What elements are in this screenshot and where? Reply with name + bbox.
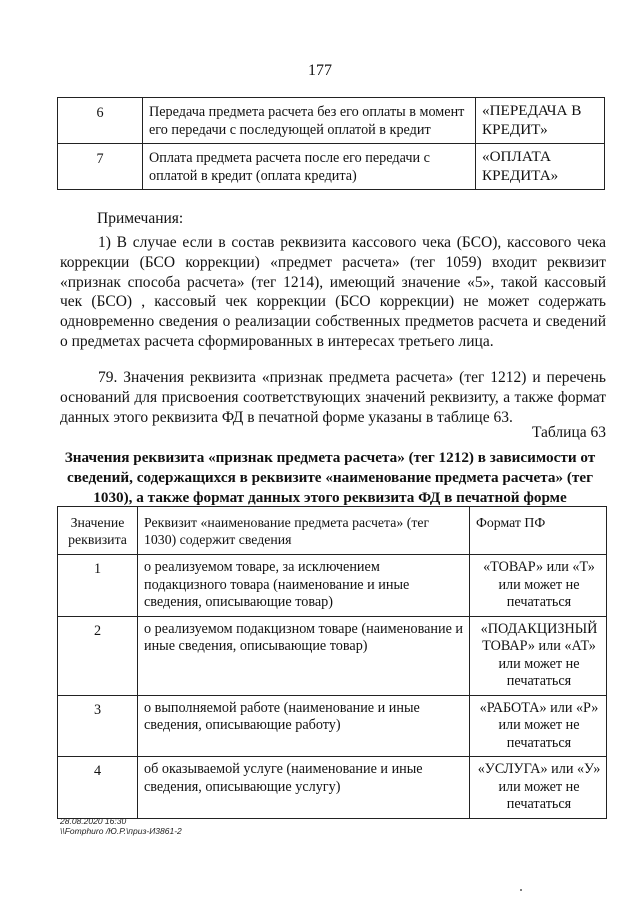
paragraph-79: 79. Значения реквизита «признак предмета расчета» (тег 1212) и перечень оснований для присвоения соответствующих значений реквизиту, а также формат данных этого реквизита ФД в печатной форме указаны в таблице 63. bbox=[60, 369, 606, 426]
table-row bbox=[58, 757, 607, 819]
row-value: 2 bbox=[58, 616, 138, 695]
row-format bbox=[470, 616, 607, 695]
format-main: «РАБОТА» или «Р» bbox=[479, 699, 599, 716]
note-1: 1) В случае если в состав реквизита кассового чека (БСО), кассового чека коррекции (БСО коррекции) «предмет расчета» (тег 1059) входит реквизит «признак способа расчета» (тег 1214), имеющий значение «5», такой кассовый чек (БСО) , кассовый чек коррекции (БСО коррекции) не может содержать одновременно сведения о реализации собственных предметов расчета и сведений о предметах расчета сформированных в интересах третьего лица. bbox=[60, 234, 606, 350]
row-print-value: «ОПЛАТА КРЕДИТА» bbox=[476, 144, 605, 190]
table-row bbox=[58, 616, 607, 695]
row-details: о реализуемом товаре, за исключением подакцизного товара (наименование и иные сведения, описывающие товар) bbox=[138, 555, 470, 617]
row-details: о выполняемой работе (наименование и иные сведения, описывающие работу) bbox=[138, 695, 470, 757]
scan-speck bbox=[520, 889, 522, 891]
row-value: 1 bbox=[58, 555, 138, 617]
format-main: «ПОДАКЦИЗНЫЙ ТОВАР» или «АТ» bbox=[480, 620, 598, 654]
payment-method-table-continued bbox=[57, 97, 605, 190]
document-footer bbox=[60, 816, 182, 836]
footer-timestamp: 28.08.2020 16:30 bbox=[60, 816, 127, 826]
format-note: печататься bbox=[506, 796, 572, 812]
header-value: Значение реквизита bbox=[58, 507, 138, 555]
row-format bbox=[470, 757, 607, 819]
format-note: или может не печататься bbox=[498, 655, 580, 689]
row-print-value: «ПЕРЕДАЧА В КРЕДИТ» bbox=[476, 98, 605, 144]
format-note: или может не печататься bbox=[498, 717, 580, 751]
row-format bbox=[470, 695, 607, 757]
format-note: или может не печататься bbox=[498, 576, 580, 610]
notes-heading: Примечания: bbox=[97, 210, 184, 227]
table-header-row bbox=[58, 507, 607, 555]
table-row bbox=[58, 144, 605, 190]
header-format: Формат ПФ bbox=[470, 507, 607, 555]
table-row bbox=[58, 695, 607, 757]
table-63 bbox=[57, 506, 607, 819]
row-value: 4 bbox=[58, 757, 138, 819]
row-number: 6 bbox=[58, 98, 143, 144]
table-label: Таблица 63 bbox=[531, 424, 606, 441]
row-format bbox=[470, 555, 607, 617]
table-title: Значения реквизита «признак предмета расчета» (тег 1212) в зависимости от сведений, содержащихся в реквизите «наименование предмета расчета» (тег 1030), а также формат данных этого реквизита ФД в печатной форме bbox=[64, 449, 596, 506]
row-details: об оказываемой услуге (наименование и иные сведения, описывающие услугу) bbox=[138, 757, 470, 819]
format-main: «ТОВАР» или «Т» bbox=[483, 559, 595, 575]
table-row bbox=[58, 98, 605, 144]
row-description: Передача предмета расчета без его оплаты в момент его передачи с последующей оплатой в кредит bbox=[143, 98, 476, 144]
footer-file-path: \\Fomphuro /Ю.Р.\приз-И3861-2 bbox=[60, 826, 182, 836]
row-details: о реализуемом подакцизном товаре (наименование и иные сведения, описывающие товар) bbox=[138, 616, 470, 695]
table-row bbox=[58, 555, 607, 617]
header-details: Реквизит «наименование предмета расчета» (тег 1030) содержит сведения bbox=[138, 507, 470, 555]
row-value: 3 bbox=[58, 695, 138, 757]
row-description: Оплата предмета расчета после его передачи с оплатой в кредит (оплата кредита) bbox=[143, 144, 476, 190]
row-number: 7 bbox=[58, 144, 143, 190]
format-main: «УСЛУГА» или «У» или может не bbox=[477, 761, 601, 795]
page-number: 177 bbox=[308, 62, 332, 79]
